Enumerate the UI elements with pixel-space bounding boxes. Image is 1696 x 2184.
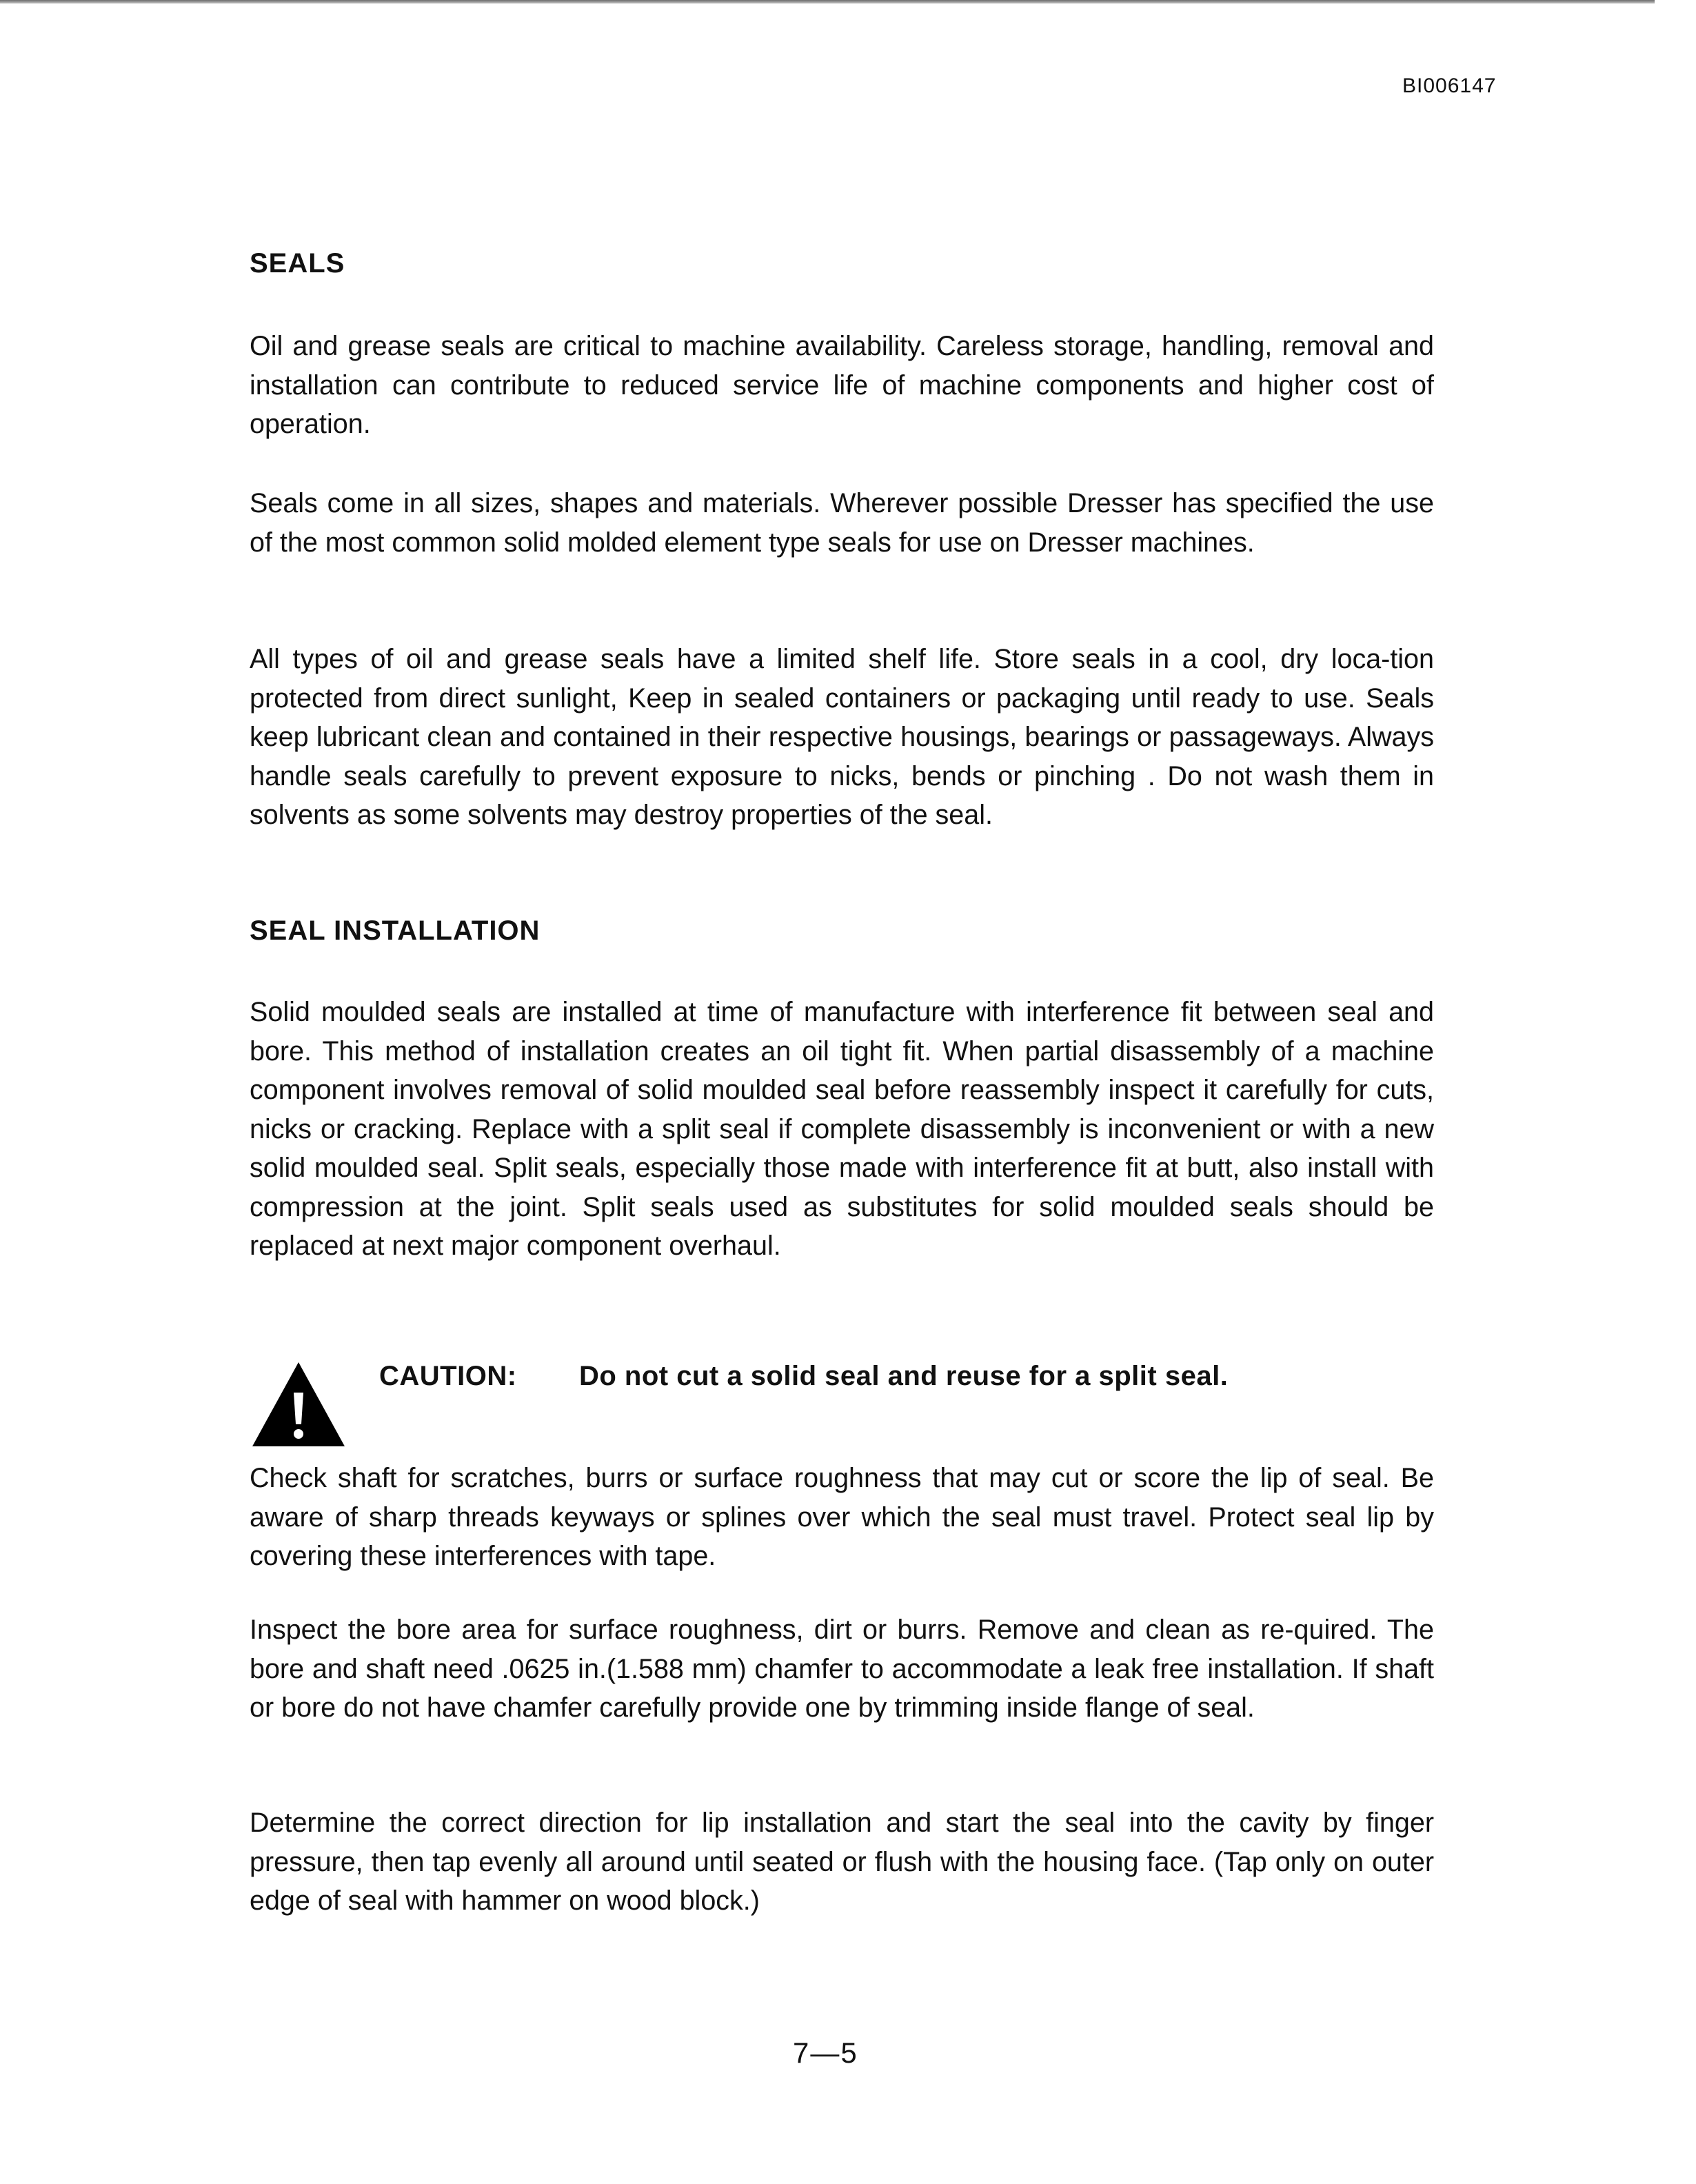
seals-heading: SEALS — [250, 248, 345, 279]
seal-installation-heading: SEAL INSTALLATION — [250, 916, 541, 946]
caution-text: Do not cut a solid seal and reuse for a split seal. — [579, 1361, 1229, 1391]
document-id: BI006147 — [1402, 74, 1497, 97]
seal-installation-paragraph-4: Determine the correct direction for lip installation and start the seal into the cavity by finger pressure, then tap evenly all around until seated or flush with the housing face. (Tap only on outer edge of seal with hammer on wood block.) — [250, 1808, 1434, 1916]
seal-installation-paragraph-1: Solid moulded seals are installed at time of manufacture with interference fit between seal and bore. This method of installation creates an oil tight fit. When partial disassembly of a machine component involves removal of solid moulded seal before reassembly inspect it carefully for cuts, nicks or cracking. Replace with a split seal if complete disassembly is inconvenient or with a new solid moulded seal. Split seals, especially those made with interference fit at butt, also install with compression at the joint. Split seals used as substitutes for solid moulded seals should be replaced at next major component overhaul. — [250, 997, 1434, 1261]
seals-paragraph-1: Oil and grease seals are critical to machine availability. Careless storage, handling, removal and installation can contribute to reduced service life of machine components and higher cost of operation. — [250, 331, 1434, 439]
seal-installation-paragraph-3: Inspect the bore area for surface roughness, dirt or burrs. Remove and clean as re-quired. The bore and shaft need .0625 in.(1.588 mm) chamfer to accommodate a leak free installation. If shaft or bore do not have chamfer carefully provide one by trimming inside flange of seal. — [250, 1615, 1434, 1723]
seals-paragraph-2: Seals come in all sizes, shapes and materials. Wherever possible Dresser has specified the use of the most common solid molded element type seals for use on Dresser machines. — [250, 488, 1434, 558]
caution-label: CAUTION: — [379, 1361, 517, 1391]
warning-triangle-icon — [250, 1359, 347, 1449]
seal-installation-paragraph-2: Check shaft for scratches, burrs or surface roughness that may cut or score the lip of seal. Be aware of sharp threads keyways or splines over which the seal must travel. Protect seal lip by covering these interferences with tape. — [250, 1463, 1434, 1571]
seals-paragraph-3: All types of oil and grease seals have a limited shelf life. Store seals in a cool, dry loca-tion protected from direct sunlight, Keep in sealed containers or packaging until ready to use. Seals keep lubricant clean and contained in their respective housings, bearings or passageways. Always handle seals carefully to prevent exposure to nicks, bends or pinching . Do not wash them in solvents as some solvents may destroy properties of the seal. — [250, 644, 1434, 830]
scan-edge-line — [0, 0, 1655, 4]
page-number: 7—5 — [793, 2036, 858, 2069]
